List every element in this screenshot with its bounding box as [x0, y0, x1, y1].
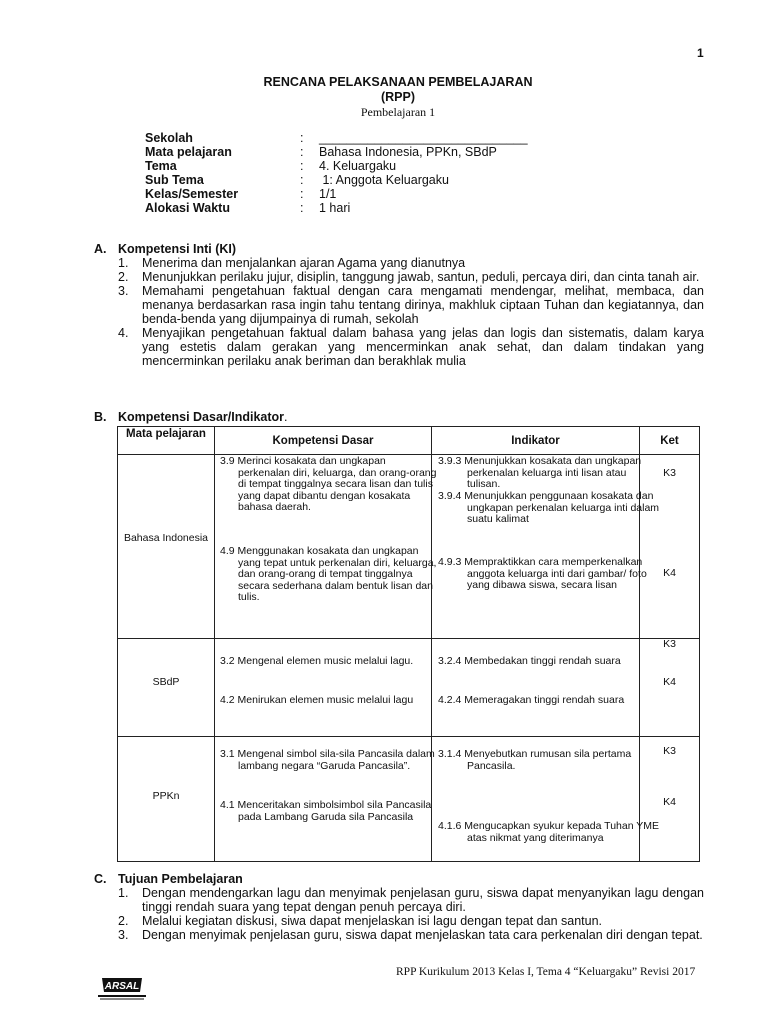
table-header-subject: Mata pelajaran	[126, 428, 206, 440]
table-header-indikator: Indikator	[511, 435, 560, 447]
ket-value: K3	[663, 745, 676, 757]
section-title: Kompetensi Dasar/Indikator	[118, 410, 285, 424]
identity-label: Kelas/Semester	[145, 187, 239, 201]
kd-item: 4.9 Menggunakan kosakata dan ungkapan yang tepat untuk perkenalan diri, keluarga, dan orang-orang di tempat tinggalnya secara sederhana dalam bentuk lisan dan tulis.	[220, 545, 437, 603]
footer-text: RPP Kurikulum 2013 Kelas I, Tema 4 “Keluargaku” Revisi 2017	[396, 966, 696, 978]
item-number: 3.	[118, 284, 129, 298]
item-number: 1.	[118, 886, 129, 900]
section-a-heading	[94, 242, 236, 256]
document-title: RENCANA PELAKSANAAN PEMBELAJARAN	[263, 75, 533, 89]
identity-label: Sub Tema	[145, 173, 204, 187]
section-letter: C.	[94, 872, 107, 886]
svg-text:ARSAL: ARSAL	[104, 981, 140, 992]
page-number: 1	[697, 46, 704, 60]
kd-item: 3.9 Merinci kosakata dan ungkapan perkenalan diri, keluarga, dan orang-orang di tempat tinggalnya secara lisan dan tulis yang dapat dibantu dengan kosakata bahasa daerah.	[220, 455, 437, 513]
arsal-logo	[96, 974, 148, 1000]
table-cell-subject: Bahasa Indonesia	[123, 532, 209, 544]
indikator-item: 3.1.4 Menyebutkan rumusan sila pertama Pancasila.	[438, 748, 632, 772]
identity-colon: :	[300, 187, 304, 201]
indikator-item: 3.9.3 Menunjukkan kosakata dan ungkapan perkenalan keluarga inti lisan atau tulisan.	[438, 455, 642, 490]
table-column-divider	[214, 427, 215, 861]
item-number: 3.	[118, 928, 129, 942]
ket-value: K4	[663, 676, 676, 688]
section-b-heading	[94, 410, 288, 424]
identity-colon: :	[300, 201, 304, 215]
indikator-item: 4.1.6 Mengucapkan syukur kepada Tuhan YME atas nikmat yang diterimanya	[438, 820, 660, 844]
item-text: Menerima dan menjalankan ajaran Agama yang dianutnya	[142, 256, 466, 270]
list-item	[118, 914, 704, 928]
section-c-list	[118, 886, 704, 942]
item-number: 2.	[118, 914, 129, 928]
identity-value: Bahasa Indonesia, PPKn, SBdP	[319, 145, 497, 159]
identity-colon: :	[300, 131, 304, 145]
identity-value: ______________________________	[319, 131, 528, 145]
list-item	[118, 284, 704, 326]
ket-value: K4	[663, 567, 676, 579]
section-title: Tujuan Pembelajaran	[118, 872, 243, 886]
list-item	[118, 256, 704, 270]
table-header-kd: Kompetensi Dasar	[272, 435, 374, 447]
list-item	[118, 270, 704, 284]
list-item	[118, 928, 704, 942]
item-text: Menunjukkan perilaku jujur, disiplin, tanggung jawab, santun, peduli, percaya diri, dan cinta tanah air.	[142, 270, 700, 284]
item-text: Dengan menyimak penjelasan guru, siswa dapat menjelaskan tata cara perkenalan diri dengan tepat.	[142, 928, 703, 942]
identity-value: 1/1	[319, 187, 337, 201]
indikator-item: 4.9.3 Mempraktikkan cara memperkenalkan anggota keluarga inti dari gambar/ foto yang dibawa siswa, secara lisan	[438, 556, 647, 591]
item-number: 2.	[118, 270, 129, 284]
ket-value: K3	[663, 638, 676, 650]
kd-item: 4.2 Menirukan elemen music melalui lagu	[220, 694, 414, 706]
identity-value: 4. Keluargaku	[319, 159, 397, 173]
identity-colon: :	[300, 173, 304, 187]
indikator-item: 3.2.4 Membedakan tinggi rendah suara	[438, 655, 621, 667]
section-letter: B.	[94, 410, 107, 424]
document-subtitle: (RPP)	[380, 90, 416, 104]
item-text: Menyajikan pengetahuan faktual dalam bahasa yang jelas dan logis dan sistematis, dalam karya yang estetis dalam gerakan yang mencerminkan anak sehat, dan dalam tindakan yang mencerminkan perilaku anak beriman dan berakhlak mulia	[142, 326, 704, 368]
identity-colon: :	[300, 145, 304, 159]
competency-table	[117, 426, 700, 862]
section-c-heading	[94, 872, 243, 886]
item-text: Memahami pengetahuan faktual dengan cara mengamati mendengar, melihat, membaca, dan menanya berdasarkan rasa ingin tahu tentang dirinya, makhluk ciptaan Tuhan dan kegiatannya, dan benda-benda yang dijumpainya di rumah, sekolah	[142, 284, 704, 326]
identity-label: Tema	[145, 159, 177, 173]
section-title: Kompetensi Inti (KI)	[118, 242, 237, 256]
lesson-label: Pembelajaran 1	[360, 105, 436, 119]
item-text: Dengan mendengarkan lagu dan menyimak penjelasan guru, siswa dapat menyanyikan lagu dengan tinggi rendah suara yang tepat dengan penuh percaya diri.	[142, 886, 704, 914]
kd-item: 4.1 Menceritakan simbolsimbol sila Pancasila pada Lambang Garuda sila Pancasila	[220, 799, 432, 823]
section-title-suffix: .	[284, 410, 288, 424]
item-number: 4.	[118, 326, 129, 340]
table-header-ket: Ket	[660, 435, 679, 447]
ket-value: K3	[663, 467, 676, 479]
list-item	[118, 886, 704, 914]
table-cell-subject: PPKn	[152, 790, 180, 802]
kd-item: 3.2 Mengenal elemen music melalui lagu.	[220, 655, 414, 667]
identity-colon: :	[300, 159, 304, 173]
identity-value: 1: Anggota Keluargaku	[319, 173, 449, 187]
ket-value: K4	[663, 796, 676, 808]
section-a-list	[118, 256, 704, 368]
identity-label: Alokasi Waktu	[145, 201, 230, 215]
identity-label: Sekolah	[145, 131, 193, 145]
identity-value: 1 hari	[319, 201, 351, 215]
item-number: 1.	[118, 256, 129, 270]
table-row-divider	[118, 638, 699, 639]
indikator-item: 3.9.4 Menunjukkan penggunaan kosakata dan ungkapan perkenalan keluarga inti dalam suatu kalimat	[438, 490, 660, 525]
table-cell-subject: SBdP	[152, 676, 180, 688]
identity-label: Mata pelajaran	[145, 145, 232, 159]
item-text: Melalui kegiatan diskusi, siwa dapat menjelaskan isi lagu dengan tepat dan santun.	[142, 914, 603, 928]
kd-item: 3.1 Mengenal simbol sila-sila Pancasila dalam lambang negara “Garuda Pancasila”.	[220, 748, 435, 772]
indikator-item: 4.2.4 Memeragakan tinggi rendah suara	[438, 694, 625, 706]
table-row-divider	[118, 736, 699, 737]
list-item	[118, 326, 704, 368]
section-letter: A.	[94, 242, 107, 256]
